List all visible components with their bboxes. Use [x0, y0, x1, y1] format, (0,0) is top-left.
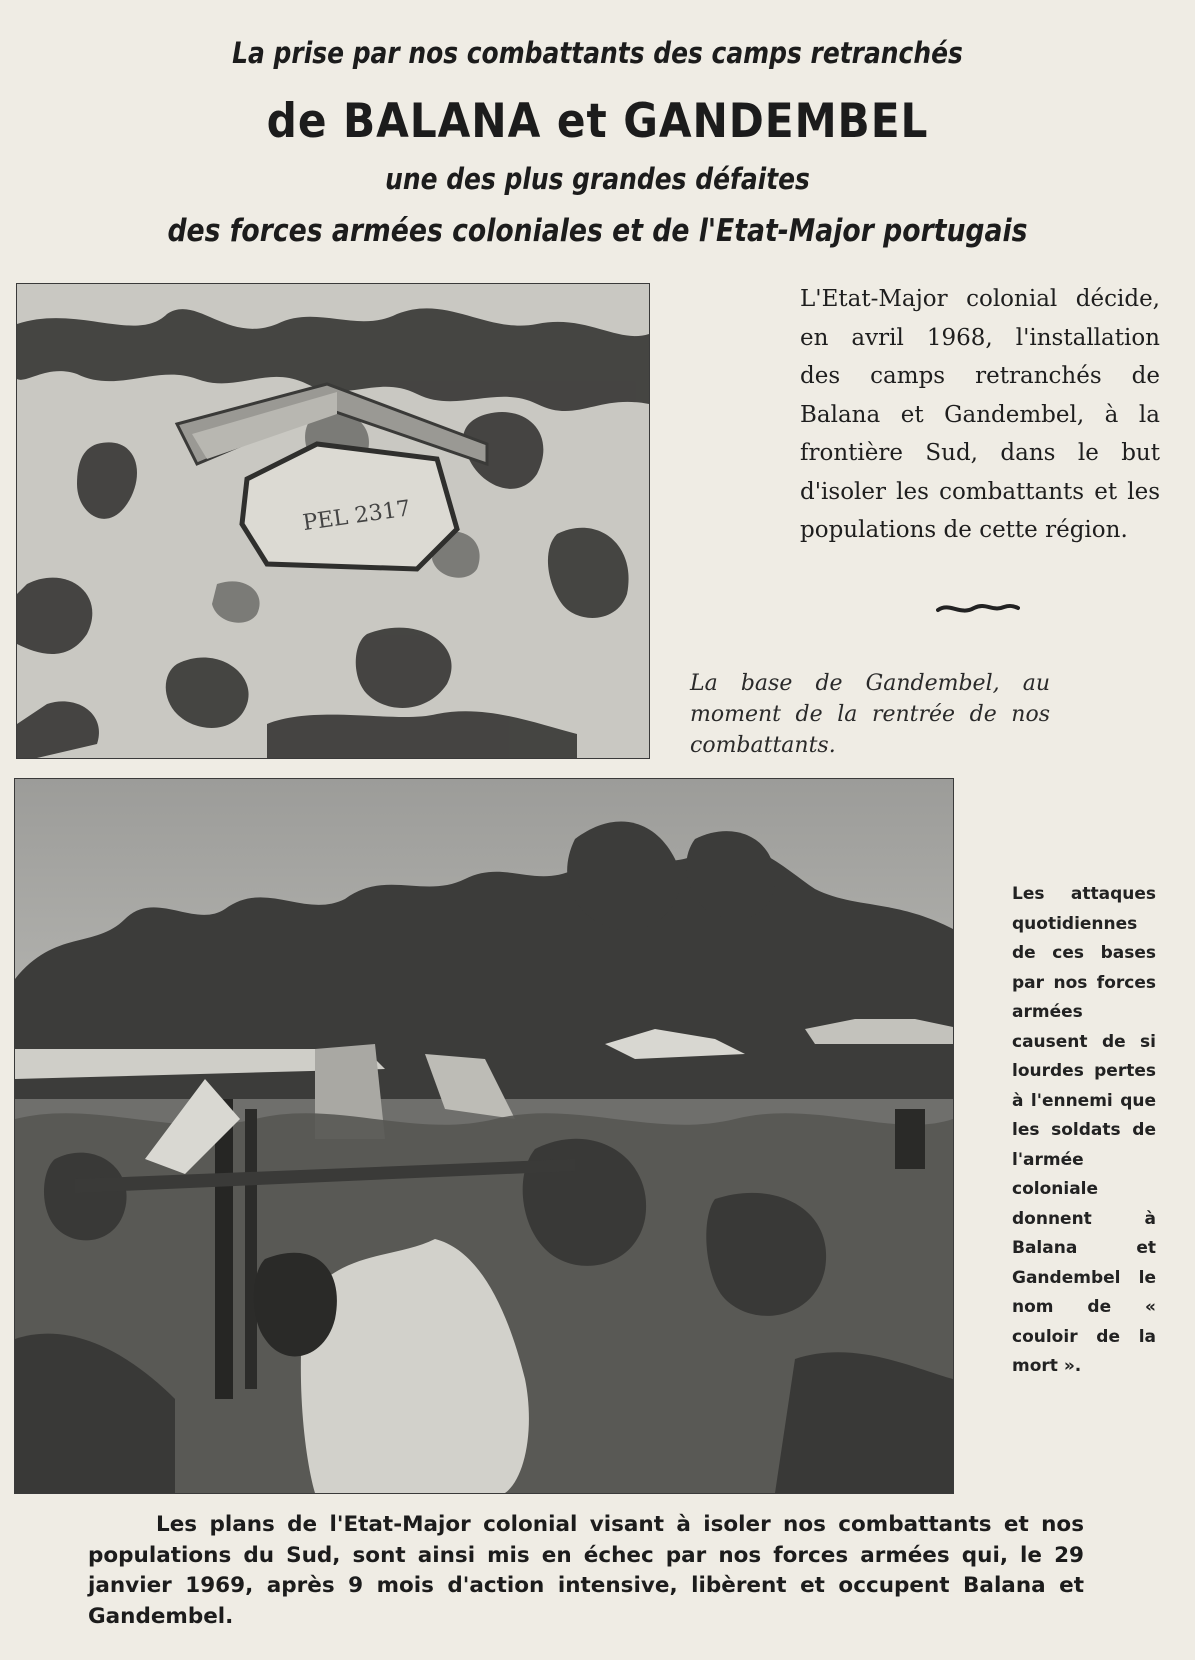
sidebar-paragraph: Les attaques quotidiennes de ces bases par nos forces armées causent de si lourdes pertes à l'ennemi que les soldats de l'armée coloniale donnent à Balana et Gandembel le nom de « couloir de la mort ».	[1012, 884, 1156, 1376]
photo1-caption: La base de Gandembel, au moment de la rentrée de nos combattants.	[690, 671, 1050, 758]
photo-gandembel-sign	[16, 283, 650, 759]
headline-line-4: des forces armées coloniales et de l'Etat-Major portugais	[167, 213, 1028, 249]
bottom-paragraph: Les plans de l'Etat-Major colonial visant à isoler nos combattants et nos populations du Sud, sont ainsi mis en échec par nos forces armées qui, le 29 janvier 1969, après 9 mois d'action intensive, libèrent et occupent Balana et Gandembel.	[88, 1512, 1084, 1629]
photo-destroyed-camp	[14, 778, 954, 1494]
headline-line-3: une des plus grandes défaites	[385, 162, 810, 196]
headline-main-title: de BALANA et GANDEMBEL	[266, 94, 929, 149]
headline-line-1: La prise par nos combattants des camps retranchés	[232, 36, 963, 70]
intro-paragraph: L'Etat-Major colonial décide, en avril 1968, l'installation des camps retranchés de Balana et Gandembel, à la frontière Sud, dans le but d'isoler les combattants et les populations de cette région.	[800, 286, 1160, 543]
photo1-sign-text: PEL 2317	[301, 496, 413, 537]
ornament-divider	[936, 598, 1020, 618]
